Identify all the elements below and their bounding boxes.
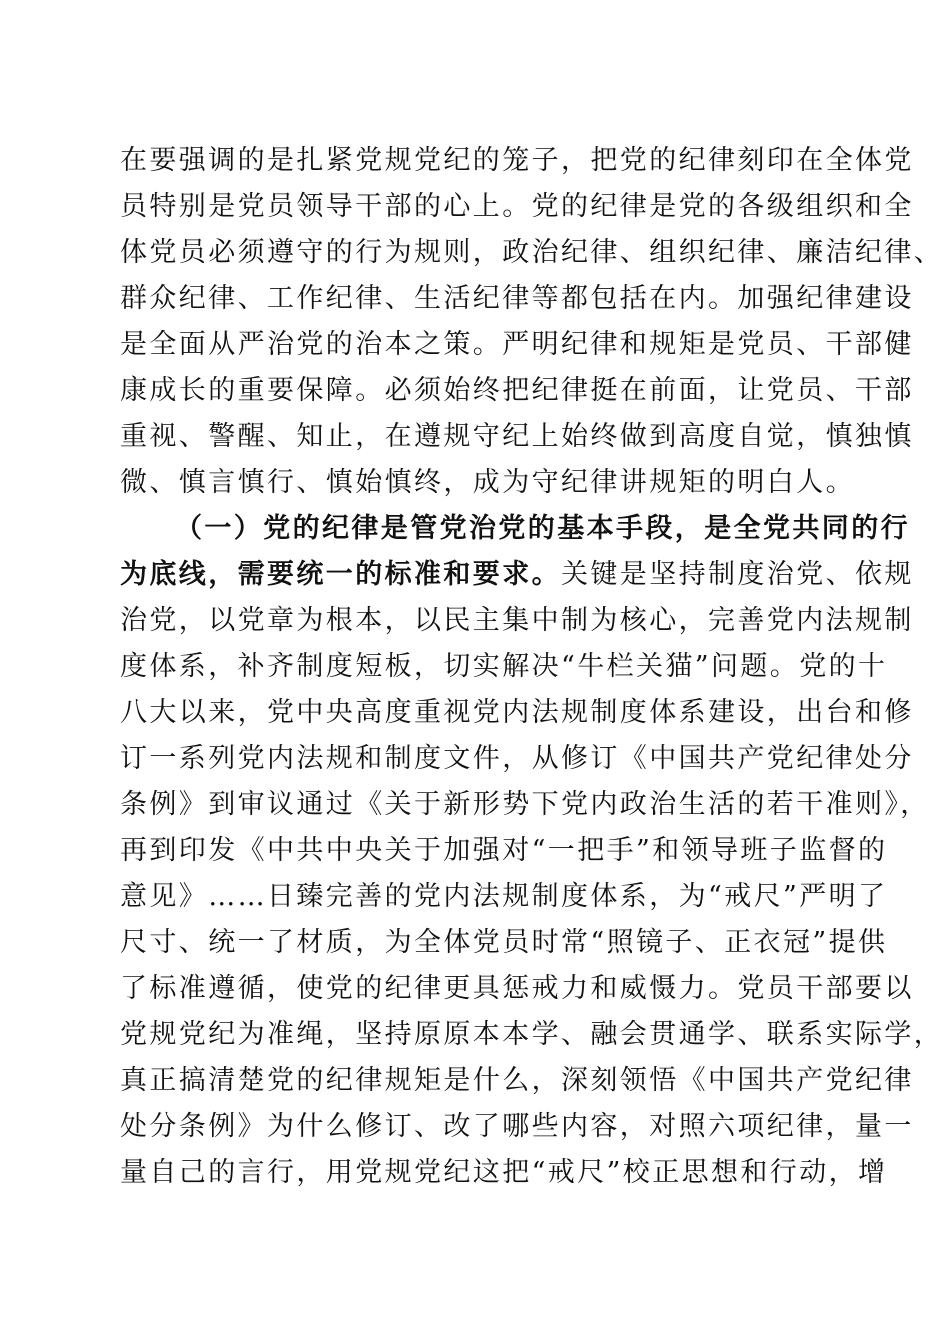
text-line: 是全面从严治党的治本之策。严明纪律和规矩是党员、干部健 bbox=[120, 329, 914, 360]
text-line: 八大以来，党中央高度重视党内法规制度体系建设，出台和修 bbox=[120, 697, 914, 728]
text-line: 群众纪律、工作纪律、生活纪律等都包括在内。加强纪律建设 bbox=[120, 283, 914, 314]
text-line: 处分条例》为什么修订、改了哪些内容，对照六项纪律，量一 bbox=[120, 1111, 914, 1142]
text-line: 重视、警醒、知止，在遵规守纪上始终做到高度自觉，慎独慎 bbox=[120, 421, 914, 452]
section-heading-line bbox=[120, 506, 910, 552]
text-line: 真正搞清楚党的纪律规矩是什么，深刻领悟《中国共产党纪律 bbox=[120, 1065, 914, 1096]
text-line: 度体系，补齐制度短板，切实解决“牛栏关猫”问题。党的十 bbox=[120, 651, 888, 682]
text-line: 体党员必须遵守的行为规则，政治纪律、组织纪律、廉洁纪律、 bbox=[120, 237, 944, 268]
text-line bbox=[120, 552, 914, 598]
text-line: 康成长的重要保障。必须始终把纪律挺在前面，让党员、干部 bbox=[120, 375, 914, 406]
text-line: 在要强调的是扎紧党规党纪的笼子，把党的纪律刻印在全体党 bbox=[120, 145, 914, 176]
text-line: 再到印发《中共中央关于加强对“一把手”和领导班子监督的 bbox=[120, 835, 888, 866]
text-line: 尺寸、统一了材质，为全体党员时常“照镜子、正衣冠”提供 bbox=[120, 927, 888, 958]
section-heading: （一）党的纪律是管党治党的基本手段，是全党共同的行 bbox=[175, 513, 910, 544]
text-line: 员特别是党员领导干部的心上。党的纪律是党的各级组织和全 bbox=[120, 191, 914, 222]
text-line: 条例》到审议通过《关于新形势下党内政治生活的若干准则》， bbox=[120, 789, 930, 820]
text-line: 订一系列党内法规和制度文件，从修订《中国共产党纪律处分 bbox=[120, 743, 914, 774]
document-body bbox=[120, 138, 944, 1196]
text-line: 党规党纪为准绳，坚持原原本本学、融会贯通学、联系实际学， bbox=[120, 1019, 944, 1050]
text-line: 微、慎言慎行、慎始慎终，成为守纪律讲规矩的明白人。 bbox=[120, 467, 855, 498]
text-span: 关键是坚持制度治党、依规 bbox=[561, 559, 914, 590]
text-line: 意见》……日臻完善的党内法规制度体系，为“戒尺”严明了 bbox=[120, 881, 888, 912]
text-line: 量自己的言行，用党规党纪这把“戒尺”校正思想和行动，增 bbox=[120, 1157, 888, 1188]
text-line: 了标准遵循，使党的纪律更具惩戒力和威慑力。党员干部要以 bbox=[120, 973, 914, 1004]
text-line: 治党，以党章为根本，以民主集中制为核心，完善党内法规制 bbox=[120, 605, 914, 636]
section-heading-continued: 为底线，需要统一的标准和要求。 bbox=[120, 559, 561, 590]
